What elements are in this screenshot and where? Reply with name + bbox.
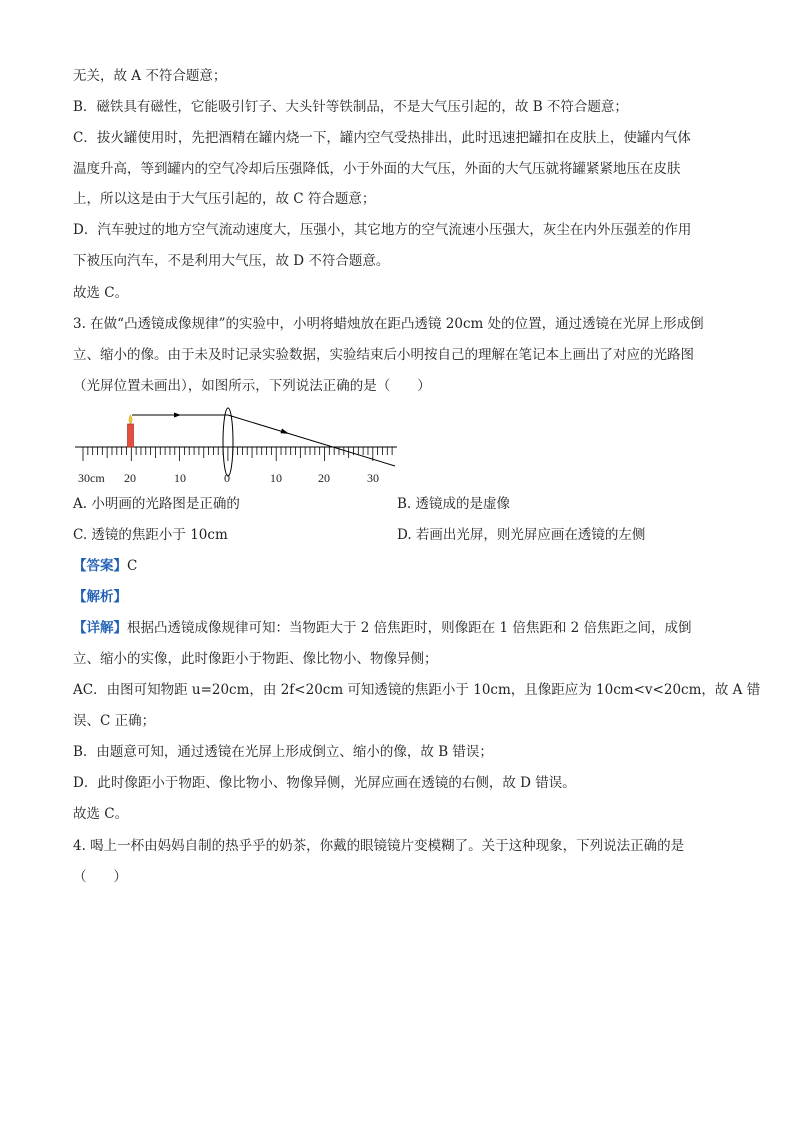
choice-conclusion: 故选 C。 (73, 285, 129, 301)
text-line: 无关，故 A 不符合题意； (73, 68, 227, 84)
text-line: C．拔火罐使用时，先把酒精在罐内烧一下，罐内空气受热排出，此时迅速把罐扣在皮肤上，使罐内气体 (73, 130, 691, 146)
text-line: AC．由图可知物距 u=20cm，由 2f<20cm 可知透镜的焦距小于 10cm，且像距应为 10cm<v<20cm，故 A 错 (73, 682, 761, 698)
arrow-icon (281, 429, 290, 434)
text-line: 下被压向汽车，不是利用大气压，故 D 不符合题意。 (73, 253, 390, 269)
question-stem: 4. 喝上一杯由妈妈自制的热乎乎的奶茶，你戴的眼镜镜片变模糊了。关于这种现象，下列说法正确的是 (73, 838, 685, 854)
text-line: D．此时像距小于物距、像比物小、物像异侧，光屏应画在透镜的右侧，故 D 错误。 (73, 775, 576, 791)
ruler (75, 447, 397, 461)
ruler-label: 30 (367, 471, 379, 485)
text-line: 上，所以这是由于大气压引起的，故 C 符合题意； (73, 191, 376, 207)
lens-ray-diagram (70, 405, 405, 487)
text-line: 温度升高，等到罐内的空气冷却后压强降低，小于外面的大气压，外面的大气压就将罐紧紧地压在皮肤 (73, 161, 681, 177)
ruler-label: 0 (224, 471, 230, 485)
ruler-label: 30cm (78, 471, 105, 485)
option-b: B. 透镜成的是虚像 (397, 496, 511, 512)
text-line: D．汽车驶过的地方空气流动速度大，压强小，其它地方的空气流速小压强大，灰尘在内外压强差的作用 (73, 222, 692, 238)
text-line: B．由题意可知，通过透镜在光屏上形成倒立、缩小的像，故 B 错误； (73, 744, 493, 760)
arrow-icon (174, 413, 181, 418)
answer-line (73, 556, 137, 576)
ruler-label: 10 (270, 471, 282, 485)
detail-text: 根据凸透镜成像规律可知：当物距大于 2 倍焦距时，则像距在 1 倍焦距和 2 倍焦距之间，成倒 (127, 620, 692, 636)
refracted-ray (228, 415, 395, 466)
text-line: 立、缩小的实像，此时像距小于物距、像比物小、物像异侧； (73, 651, 438, 667)
answer-value: C (127, 558, 138, 574)
question-stem: 3. 在做“凸透镜成像规律”的实验中，小明将蜡烛放在距凸透镜 20cm 处的位置，通过透镜在光屏上形成倒 (73, 316, 704, 332)
text-line: B．磁铁具有磁性，它能吸引钉子、大头针等铁制品，不是大气压引起的，故 B 不符合题意； (73, 99, 628, 115)
answer-tag: 【答案】 (73, 558, 127, 574)
ruler-label: 20 (124, 471, 136, 485)
ruler-label: 20 (318, 471, 330, 485)
convex-lens (223, 408, 233, 476)
option-a: A. 小明画的光路图是正确的 (73, 496, 240, 512)
question-stem: 立、缩小的像。由于未及时记录实验数据，实验结束后小明按自己的理解在笔记本上画出了对应的光路图 (73, 347, 694, 363)
detail-line (73, 618, 692, 638)
option-d: D. 若画出光屏，则光屏应画在透镜的左侧 (397, 527, 646, 543)
option-c: C. 透镜的焦距小于 10cm (73, 527, 228, 543)
analysis-tag: 【解析】 (73, 589, 127, 605)
detail-tag: 【详解】 (73, 620, 127, 636)
candle-icon (128, 415, 134, 447)
ruler-label: 10 (174, 471, 186, 485)
analysis-line (73, 587, 127, 607)
choice-conclusion: 故选 C。 (73, 806, 129, 822)
text-line: 误、C 正确； (73, 713, 156, 729)
question-stem: （光屏位置未画出），如图所示，下列说法正确的是（ ） (73, 378, 431, 394)
question-stem: （ ） (73, 869, 127, 885)
